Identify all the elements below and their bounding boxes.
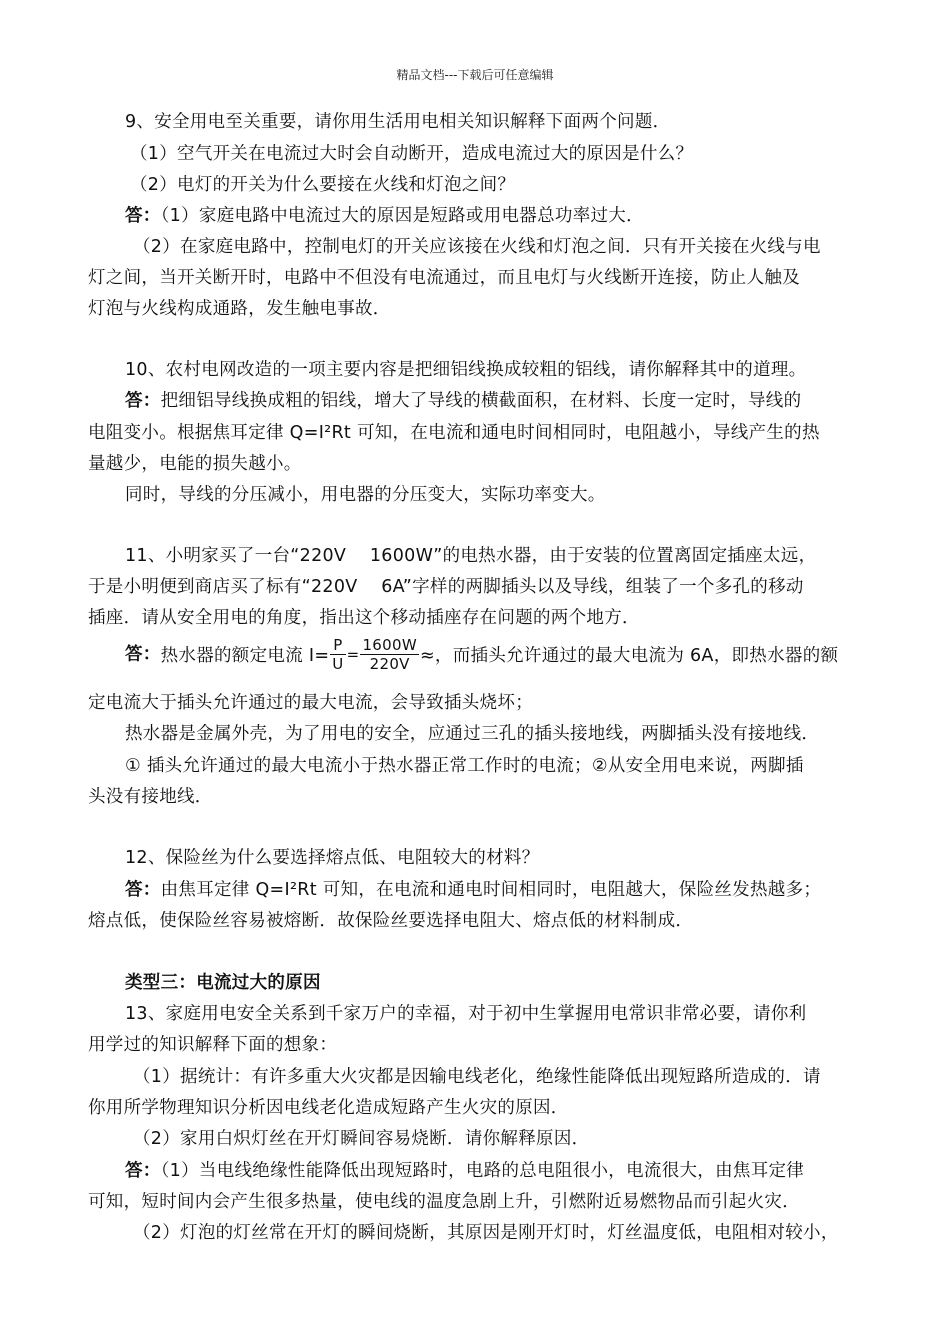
section-heading: 类型三：电流过大的原因 (125, 973, 321, 993)
question-9-answer-2-line2: 灯之间，当开关断开时，电路中不但没有电流通过，而且电灯与火线断开连接，防止人触及 (88, 268, 800, 288)
question-11-title-line1: 11、小明家买了一台“220V 1600W”的电热水器，由于安装的位置离固定插座太远， (125, 546, 817, 566)
answer-text: 把细铝导线换成粗的铝线，增大了导线的横截面积，在材料、长度一定时，导线的 (160, 391, 802, 411)
question-11-answer-line4: ① 插头允许通过的最大电流小于热水器正常工作时的电流；②从安全用电来说，两脚插 (125, 756, 804, 776)
question-12-title: 12、保险丝为什么要选择熔点低、电阻较大的材料？ (125, 848, 540, 868)
question-13-answer-line1 (125, 1157, 804, 1182)
question-11-answer-line5: 头没有接地线． (88, 787, 213, 807)
fraction-1600w-over-220v (360, 636, 419, 673)
question-11-answer-line2: 定电流大于插头允许通过的最大电流，会导致插头烧坏； (88, 693, 533, 713)
page-header: 精品文档---下载后可任意编辑 (396, 68, 554, 82)
question-9-answer-1 (125, 202, 644, 227)
question-10-answer-line2: 电阻变小。根据焦耳定律 Q=I²Rt 可知，在电流和通电时间相同时，电阻越小，导线产生的热 (88, 423, 820, 443)
answer-text: ≈，而插头允许通过的最大电流为 6A，即热水器的额 (419, 646, 839, 666)
question-11-title-line3: 插座．请从安全用电的角度，指出这个移动插座存在问题的两个地方． (88, 608, 640, 628)
fraction-p-over-u (330, 636, 345, 673)
question-13-title-line1: 13、家庭用电安全关系到千家万户的幸福，对于初中生掌握用电常识非常必要，请你利 (125, 1004, 807, 1024)
question-9-sub2: （2）电灯的开关为什么要接在火线和灯泡之间？ (130, 175, 516, 195)
fraction-denominator: 220V (369, 655, 410, 673)
question-9-title: 9、安全用电至关重要，请你用生活用电相关知识解释下面两个问题． (125, 112, 671, 132)
question-13-sub1-line1: （1）据统计：有许多重大火灾都是因输电线老化，绝缘性能降低出现短路所造成的．请 (133, 1067, 821, 1087)
answer-text: （1）当电线绝缘性能降低出现短路时，电路的总电阻很小，电流很大，由焦耳定律 (160, 1161, 805, 1181)
question-11-answer-line3: 热水器是金属外壳，为了用电的安全，应通过三孔的插头接地线，两脚插头没有接地线． (125, 724, 820, 744)
question-13-answer-line2: 可知，短时间内会产生很多热量，使电线的温度急剧上升，引燃附近易燃物品而引起火灾． (88, 1192, 800, 1212)
answer-text: （1）家庭电路中电流过大的原因是短路或用电器总功率过大． (160, 206, 644, 226)
answer-text: 由焦耳定律 Q=I²Rt 可知，在电流和通电时间相同时，电阻越大，保险丝发热越多； (160, 880, 822, 900)
question-13-sub1-line2: 你用所学物理知识分析因电线老化造成短路产生火灾的原因． (88, 1098, 569, 1118)
question-9-sub1: （1）空气开关在电流过大时会自动断开，造成电流过大的原因是什么？ (130, 144, 694, 164)
question-10-title: 10、农村电网改造的一项主要内容是把细铝线换成较粗的铝线，请你解释其中的道理。 (125, 360, 807, 380)
fraction-numerator: 1600W (362, 636, 417, 654)
fraction-denominator: U (332, 655, 344, 673)
answer-text: 热水器的额定电流 I= (160, 646, 330, 666)
question-12-answer-line2: 熔点低，使保险丝容易被熔断．故保险丝要选择电阻大、熔点低的材料制成． (88, 911, 694, 931)
answer-label: 答： (125, 391, 161, 411)
question-13-title-line2: 用学过的知识解释下面的想象： (88, 1035, 338, 1055)
question-12-answer-line1 (125, 876, 821, 901)
answer-label: 答： (125, 1161, 161, 1181)
answer-label: 答： (125, 644, 161, 665)
question-10-answer-line1 (125, 387, 801, 412)
answer-label: 答： (125, 206, 161, 226)
question-10-answer-line3: 量越少，电能的损失越小。 (88, 454, 302, 474)
question-13-answer-line3: （2）灯泡的灯丝常在开灯的瞬间烧断，其原因是刚开灯时，灯丝温度低，电阻相对较小， (133, 1223, 839, 1243)
answer-label: 答： (125, 880, 161, 900)
question-13-sub2: （2）家用白炽灯丝在开灯瞬间容易烧断．请你解释原因． (133, 1129, 590, 1149)
question-11-answer-line1 (125, 636, 838, 673)
fraction-numerator: P (330, 636, 345, 655)
question-10-answer-line4: 同时，导线的分压减小，用电器的分压变大，实际功率变大。 (125, 485, 606, 505)
question-9-answer-2-line3: 灯泡与火线构成通路，发生触电事故． (88, 299, 391, 319)
question-11-title-line2: 于是小明便到商店买了标有“220V 6A”字样的两脚插头以及导线，组装了一个多孔的移动 (88, 577, 804, 597)
equals-sign: = (346, 645, 360, 664)
question-9-answer-2-line1: （2）在家庭电路中，控制电灯的开关应该接在火线和灯泡之间．只有开关接在火线与电 (133, 237, 821, 257)
